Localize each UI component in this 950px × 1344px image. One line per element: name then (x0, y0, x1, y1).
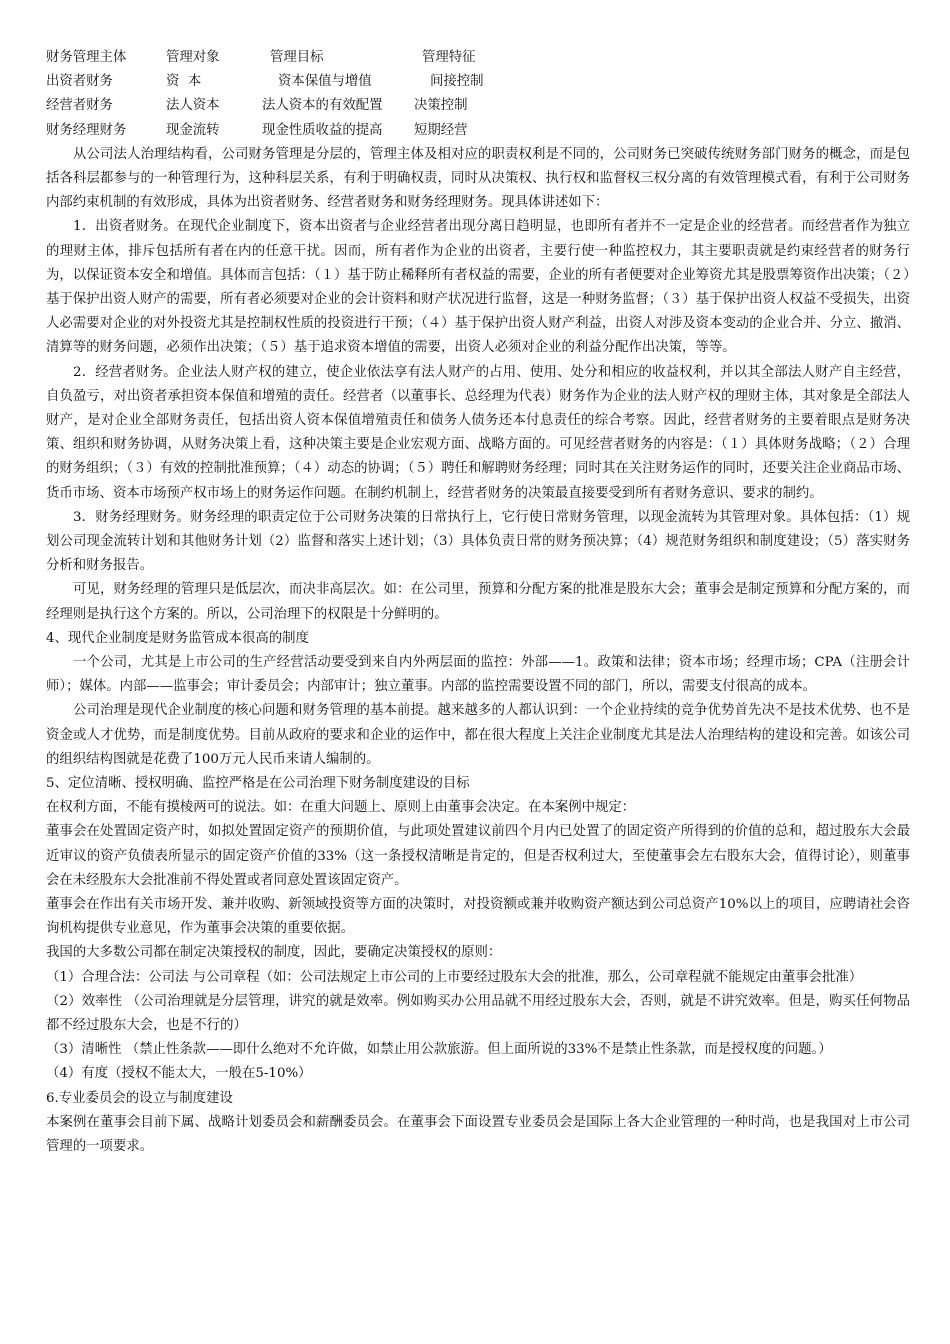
table-row (46, 46, 910, 70)
section-heading: 6.专业委员会的设立与制度建设 (46, 1090, 233, 1106)
table-cell: 管理目标 (270, 50, 324, 65)
section-heading: 5、定位清晰、授权明确、监控严格是在公司治理下财务制度建设的目标 (46, 776, 470, 792)
paragraph: 本案例在董事会目前下属、战略计划委员会和薪酬委员会。在董事会下面设置专业委员会是国际上各大企业管理的一种时尚，也是我国对上市公司管理的一项要求。 (46, 1114, 910, 1155)
paragraph: 从公司法人治理结构看，公司财务管理是分层的，管理主体及相对应的职责权利是不同的，公司财务已突破传统财务部门财务的概念，而是包括各科层都参与的一种管理行为，这种科层关系，有利于明确权责，同时从决策权、执行权和监督权三权分离的有效管理模式看，有利于公司财务内部约束机制的有效形成，具体为出资者财务、经营者财务和财务经理财务。现具体讲述如下： (46, 146, 910, 211)
paragraph: 在权利方面，不能有摸棱两可的说法。如：在重大问题上、原则上由董事会决定。在本案例中规定： (46, 800, 636, 816)
section-heading: 4、现代企业制度是财务监管成本很高的制度 (46, 630, 309, 646)
table-cell: 现金性质收益的提高 (262, 122, 383, 138)
list-item: （4）有度（授权不能太大，一般在5-10%） (46, 1066, 312, 1082)
table-row (46, 119, 910, 143)
paragraph: 2．经营者财务。企业法人财产权的建立，使企业依法享有法人财产的占用、使用、处分和相应的收益权利，并以其全部法人财产自主经营，自负盈亏，对出资者承担资本保值和增殖的责任。经营者（以董事长、总经理为代表）财务作为企业的法人财产权的理财主体，其对象是全部法人财产，是对企业全部财务责任，包括出资人资本保值增殖责任和债务人债务还本付息责任的综合考察。因此，经营者财务的主要着眼点是财务决策、组织和财务协调，从财务决策上看，这种决策主要是企业宏观方面、战略方面的。可见经营者财务的内容是：（１）具体财务战略；（２）合理的财务组织；（３）有效的控制批准预算；（４）动态的协调；（５）聘任和解聘财务经理；同时其在关注财务运作的同时，还要关注企业商品市场、货币市场、资本市场预产权市场上的财务运作问题。在制约机制上，经营者财务的决策最直接要受到所有者财务意识、要求的制约。 (46, 364, 910, 501)
table-cell: 财务管理主体 (46, 50, 127, 65)
table-cell: 管理特征 (422, 50, 476, 65)
paragraph: 3．财务经理财务。财务经理的职责定位于公司财务决策的日常执行上，它行使日常财务管理，以现金流转为其管理对象。具体包括：（1）规划公司现金流转计划和其他财务计划（2）监督和落实上述计划；（3）具体负责日常的财务预决算；（4）规范财务组织和制度建设；（5）落实财务分析和财务报告。 (46, 509, 910, 574)
paragraph: 董事会在处置固定资产时，如拟处置固定资产的预期价值，与此项处置建议前四个月内已处置了的固定资产所得到的价值的总和，超过股东大会最近审议的资产负债表所显示的固定资产价值的33%（这一条授权清晰是肯定的，但是否权利过大，至使董事会左右股东大会，值得讨论），则董事会在未经股东大会批准前不得处置或者同意处置该固定资产。 (46, 824, 910, 888)
table-cell: 经营者财务 (46, 98, 113, 114)
paragraph: 1．出资者财务。在现代企业制度下，资本出资者与企业经营者出现分离日趋明显，也即所有者并不一定是企业的经营者。而经营者作为独立的理财主体，排斥包括所有者在内的任意干扰。因而，所有者作为企业的出资者，主要行使一种监控权力，其主要职责就是约束经营者的财务行为，以保证资本安全和增值。具体而言包括：（１）基于防止稀释所有者权益的需要，企业的所有者便要对企业筹资尤其是股票筹资作出决策；（２）基于保护出资人财产的需要，所有者必须要对企业的会计资料和财产状况进行监督，这是一种财务监督；（３）基于保护出资人权益不受损失，出资人必需要对企业的对外投资尤其是控制权性质的投资进行干预；（４）基于保护出资人财产利益，出资人对涉及资本变动的企业合并、分立、撤消、清算等的财务问题，必须作出决策；（５）基于追求资本增值的需要，出资人必须对企业的利益分配作出决策，等等。 (46, 219, 910, 356)
table-cell: 法人资本的有效配置 (262, 98, 383, 114)
list-item: （1）合理合法：公司法 与公司章程（如：公司法规定上市公司的上市要经过股东大会的批准，那么，公司章程就不能规定由董事会批准） (46, 969, 863, 985)
table-cell: 资本保值与增值 (278, 74, 372, 90)
table-cell: 短期经营 (414, 122, 468, 138)
paragraph: 公司治理是现代企业制度的核心问题和财务管理的基本前提。越来越多的人都认识到：一个企业持续的竞争优势首先决不是技术优势、也不是资金或人才优势，而是制度优势。目前从政府的要求和企业的运作中，都在很大程度上关注企业制度尤其是法人治理结构的建设和完善。如该公司的组织结构图就是花费了100万元人民币来请人编制的。 (46, 703, 910, 767)
document-page (46, 46, 910, 1159)
paragraph: 董事会在作出有关市场开发、兼并收购、新领域投资等方面的决策时，对投资额或兼并收购资产额达到公司总资产10%以上的项目，应聘请社会咨询机构提供专业意见，作为董事会决策的重要依据。 (46, 897, 910, 937)
list-item: （2）效率性 （公司治理就是分层管理，讲究的就是效率。例如购买办公用品就不用经过股东大会，否则，就是不讲究效率。但是，购买任何物品都不经过股东大会，也是不行的） (46, 993, 910, 1034)
table-cell: 管理对象 (166, 50, 220, 65)
list-item: （3）清晰性 （禁止性条款——即什么绝对不允许做，如禁止用公款旅游。但上面所说的33%不是禁止性条款，而是授权度的问题。） (46, 1042, 832, 1058)
paragraph: 可见，财务经理的管理只是低层次，而决非高层次。如：在公司里，预算和分配方案的批准是股东大会；董事会是制定预算和分配方案的，而经理则是执行这个方案的。所以，公司治理下的权限是十分鲜明的。 (46, 582, 910, 622)
table-cell: 出资者财务 (46, 74, 113, 90)
paragraph: 一个公司，尤其是上市公司的生产经营活动要受到来自内外两层面的监控：外部——1。政策和法律；资本市场；经理市场；CPA（注册会计师）；媒体。内部——监事会；审计委员会；内部审计；独立董事。内部的监控需要设置不同的部门，所以，需要支付很高的成本。 (46, 655, 910, 695)
table-cell: 间接控制 (430, 74, 484, 90)
table-cell: 法人资本 (166, 98, 220, 114)
table-cell: 决策控制 (414, 98, 468, 114)
table-cell: 财务经理财务 (46, 122, 127, 138)
table-row (46, 70, 910, 94)
table-cell: 现金流转 (166, 122, 220, 138)
table-row (46, 94, 910, 118)
table-cell: 资 本 (166, 74, 202, 90)
responsibility-table (46, 46, 910, 143)
paragraph: 我国的大多数公司都在制定决策授权的制度，因此，要确定决策授权的原则： (46, 945, 502, 961)
